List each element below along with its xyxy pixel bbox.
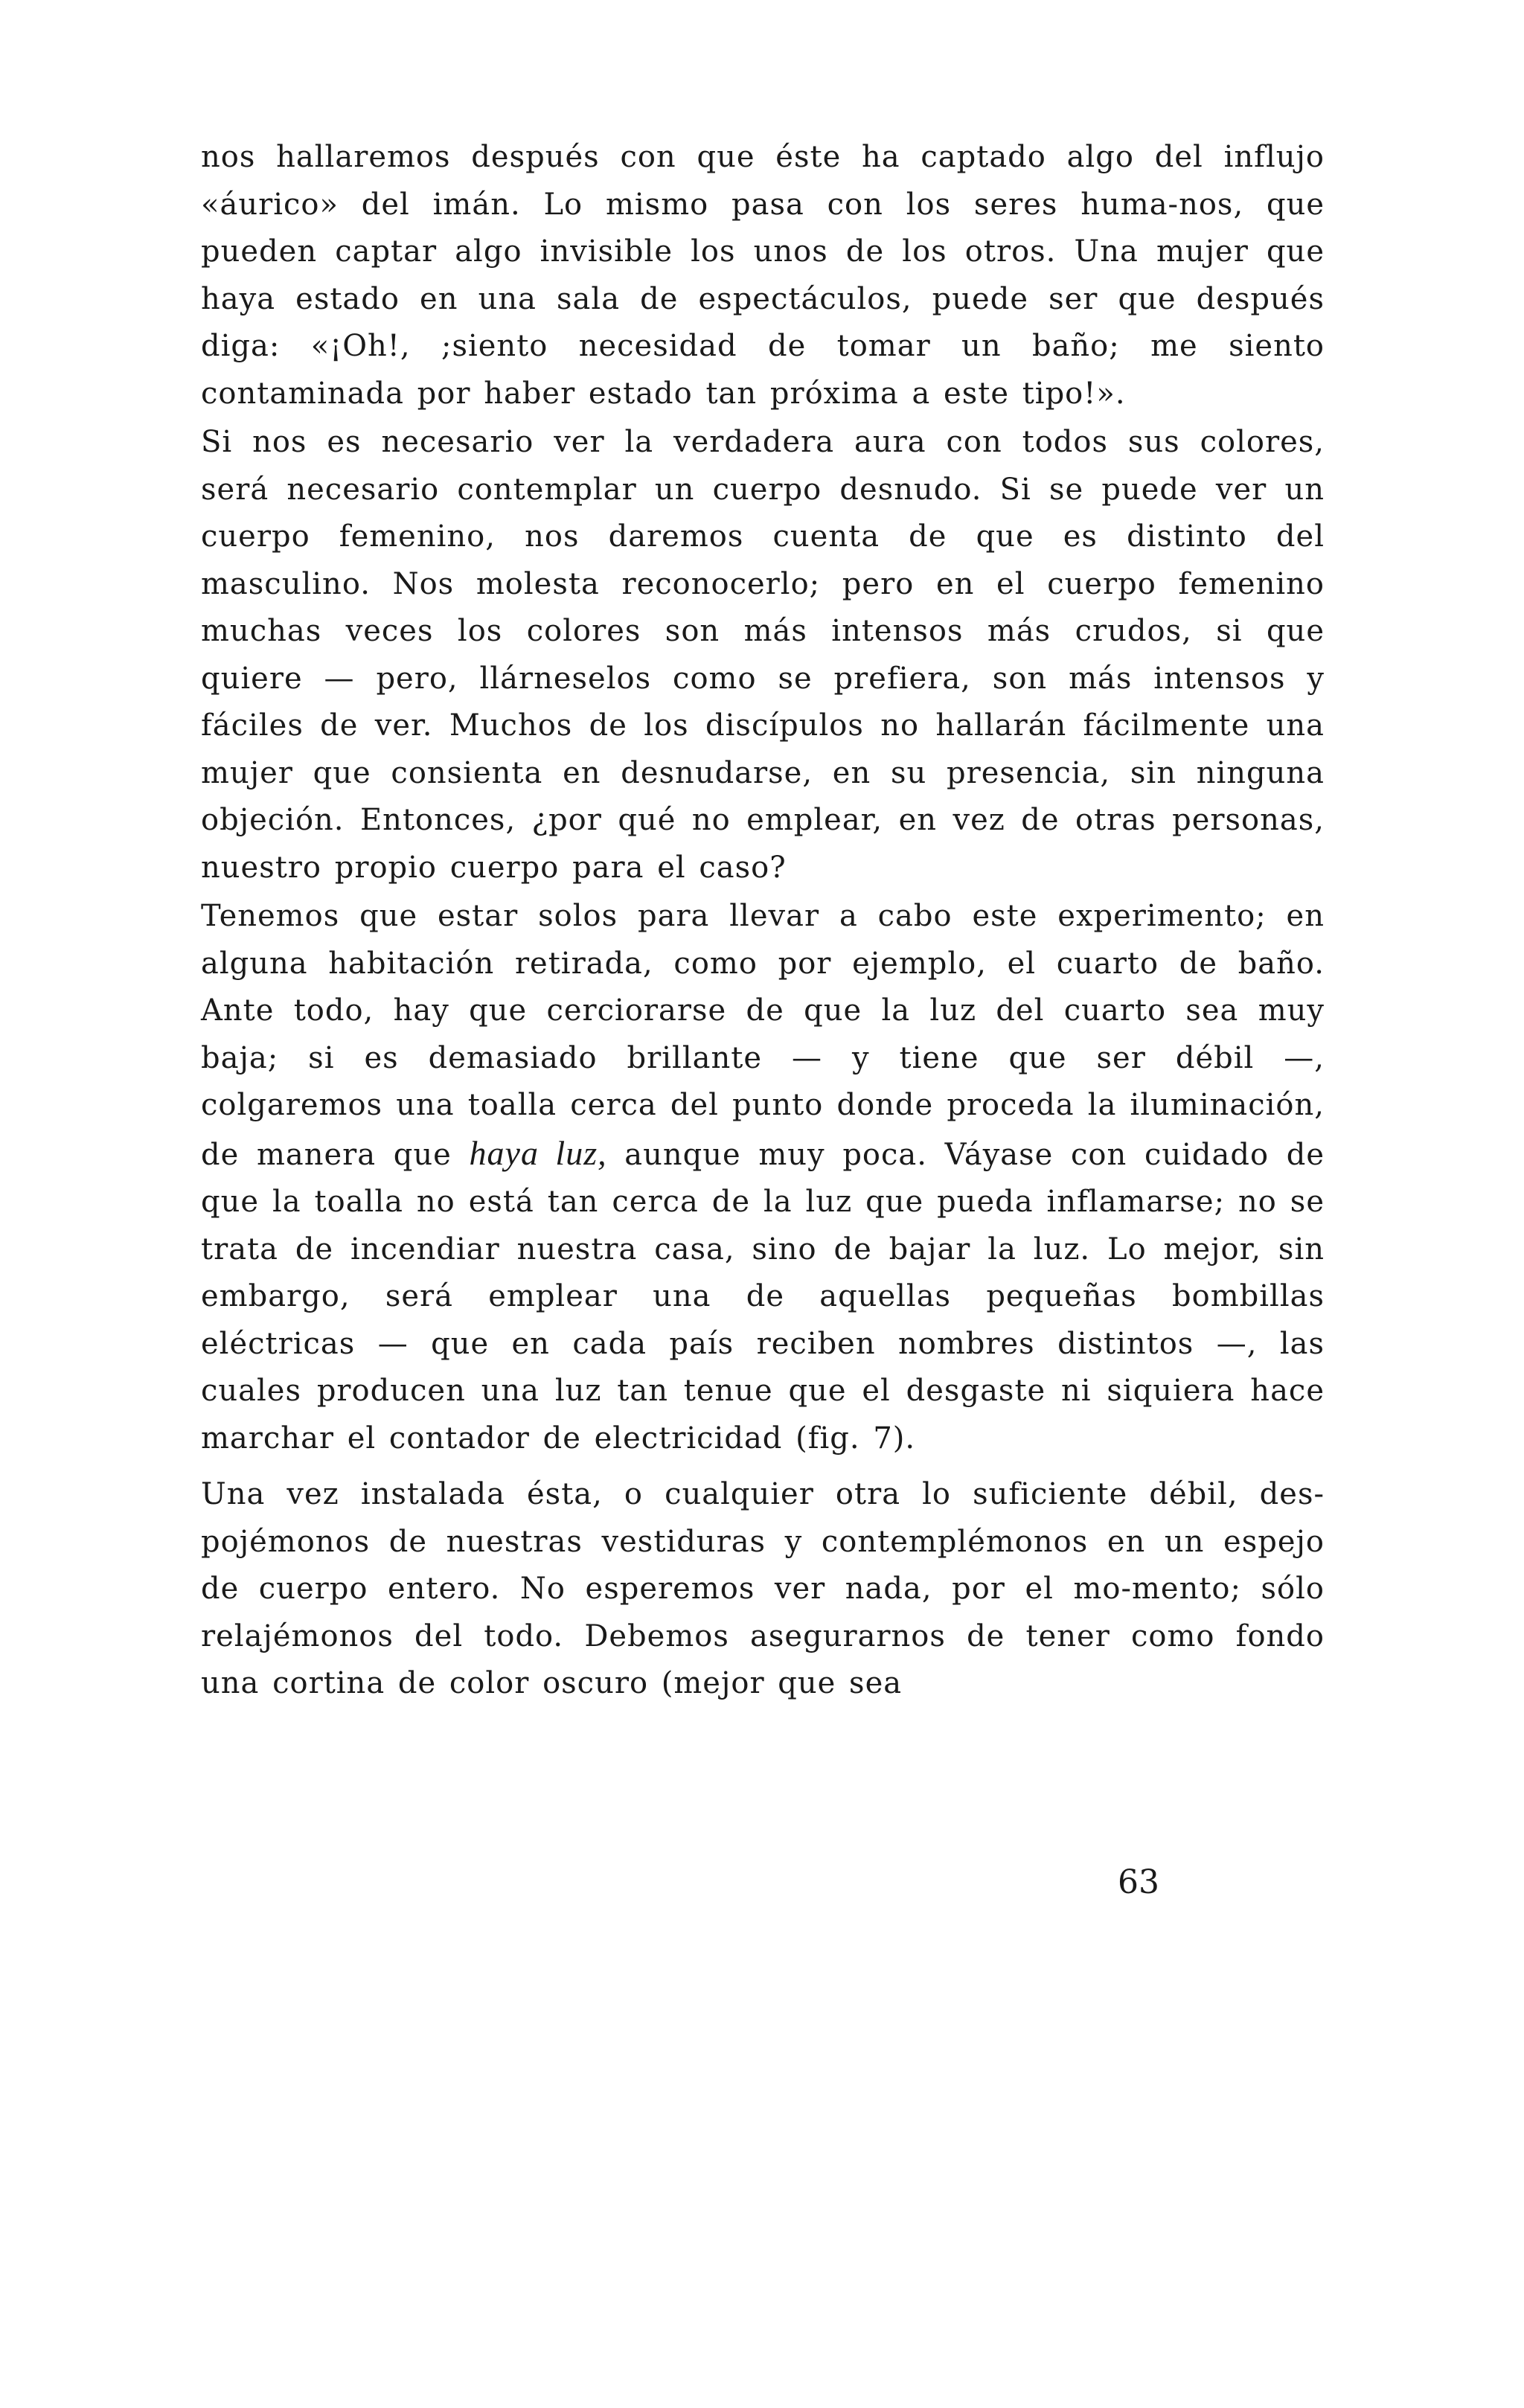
page-number: 63 [1118, 1863, 1159, 1901]
paragraph-1: nos hallaremos después con que éste ha captado algo del influjo «áurico» del imán. Lo mismo pasa con los seres huma-nos, que pueden captar algo invisible los unos de los otros. Una mujer que haya estado en una sala de espectáculos, puede ser que después diga: «¡Oh!, ;siento necesidad de tomar un baño; me siento contaminada por haber estado tan próxima a este tipo!». [201, 140, 1325, 411]
paragraph-3-text-after: aunque muy poca. Váyase con cuidado de que la toalla no está tan cerca de la luz que pueda inflamarse; no se trata de incendiar nuestra casa, sino de bajar la luz. Lo mejor, sin embargo, será emplear una de aquellas pequeñas bombillas eléctricas — que en cada país reciben nombres distintos —, las cuales producen una luz tan tenue que el desgaste ni siquiera hace marchar el contador de electricidad (fig. 7). [201, 1137, 1325, 1456]
paragraph-4: Una vez instalada ésta, o cualquier otra lo suficiente débil, des-pojémonos de nuestras vestiduras y contemplémonos en un espejo de cuerpo entero. No esperemos ver nada, por el mo-mento; sólo relajémonos del todo. Debemos asegurarnos de tener como fondo una cortina de color oscuro (mejor que sea [201, 1477, 1325, 1700]
page-body [201, 134, 1325, 1708]
paragraph-3 [201, 893, 1325, 1462]
paragraph-2: Si nos es necesario ver la verdadera aura con todos sus colores, será necesario contemplar un cuerpo desnudo. Si se puede ver un cuerpo femenino, nos daremos cuenta de que es distinto del masculino. Nos molesta reconocerlo; pero en el cuerpo femenino muchas veces los colores son más intensos más crudos, si que quiere — pero, llárneselos como se prefiera, son más intensos y fáciles de ver. Muchos de los discípulos no hallarán fácilmente una mujer que consienta en desnudarse, en su presencia, sin ninguna objeción. Entonces, ¿por qué no emplear, en vez de otras personas, nuestro propio cuerpo para el caso? [201, 425, 1325, 885]
paragraph-3-emphasis: haya luz, [469, 1133, 607, 1172]
paragraph-3-text-before: Tenemos que estar solos para llevar a cabo este experimento; en alguna habitación retirada, como por ejemplo, el cuarto de baño. Ante todo, hay que cerciorarse de que la luz del cuarto sea muy baja; si es demasiado brillante — y tiene que ser débil —, colgaremos una toalla cerca del punto donde proceda la iluminación, de manera que [201, 899, 1325, 1172]
